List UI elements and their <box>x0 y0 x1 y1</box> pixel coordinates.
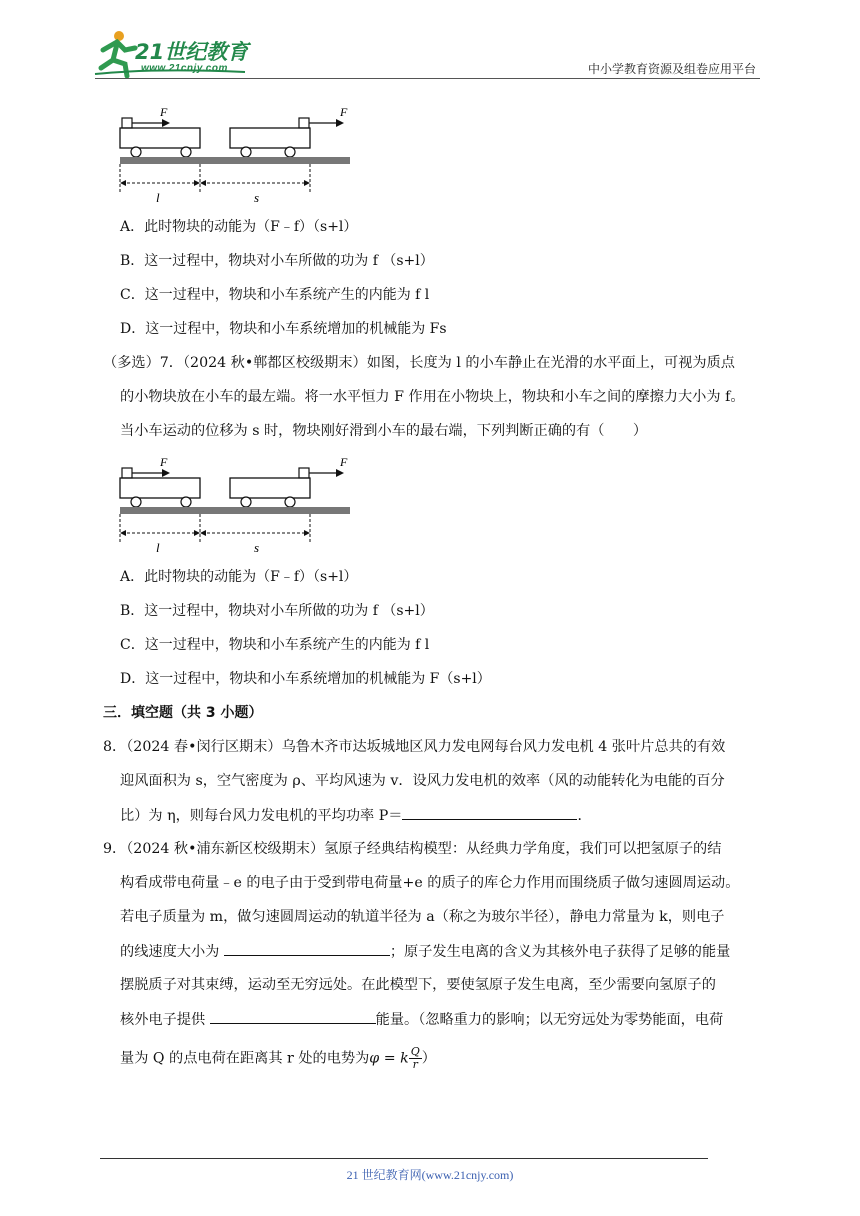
fraction-denominator: r <box>412 1058 418 1071</box>
q7-stem-line-2: 的小物块放在小车的最左端。将一水平恒力 F 作用在小物块上，物块和小车之间的摩擦力大小为 f。 <box>120 389 745 405</box>
q9-line-6-text: 核外电子提供 <box>120 1012 210 1028</box>
q8-line-1: 8．（2024 春•闵行区期末）乌鲁木齐市达坂城地区风力发电网每台风力发电机 4 张叶片总共的有效 <box>103 739 726 755</box>
svg-text:F: F <box>160 455 168 469</box>
svg-text:s: s <box>254 190 260 205</box>
svg-text:l: l <box>156 190 160 205</box>
q9-line-4-rest: ；原子发生电离的含义为其核外电子获得了足够的能量 <box>389 944 731 960</box>
cart-block-figure-q7 <box>118 450 354 555</box>
potential-fraction <box>409 1046 422 1071</box>
potential-formula: φ = k <box>369 1050 409 1067</box>
q6-option-a: A．此时物块的动能为（F﹣f）（s+l） <box>120 219 358 235</box>
q8-line-2: 迎风面积为 s，空气密度为 ρ、平均风速为 v．设风力发电机的效率（风的动能转化为电能的百分 <box>120 773 725 789</box>
q6-option-c: C．这一过程中，物块和小车系统产生的内能为 f l <box>120 287 430 303</box>
footer-divider <box>100 1158 708 1159</box>
svg-text:l: l <box>156 540 160 555</box>
svg-text:F: F <box>340 455 348 469</box>
svg-text:s: s <box>254 540 260 555</box>
header-tagline: 中小学教育资源及组卷应用平台 <box>587 62 756 76</box>
q6-option-d: D．这一过程中，物块和小车系统增加的机械能为 Fs <box>120 321 447 337</box>
q8-line-3-text: 比）为 η，则每台风力发电机的平均功率 P＝ <box>120 808 403 824</box>
q7-stem-line-3: 当小车运动的位移为 s 时，物块刚好滑到小车的最右端，下列判断正确的有（ ） <box>120 423 648 439</box>
brand-url: www.21cnjy.com <box>141 63 228 74</box>
q9-line-4-text: 的线速度大小为 <box>120 944 224 960</box>
svg-text:F: F <box>340 105 348 119</box>
q7-stem-line-1: （多选）7．（2024 秋•郸都区校级期末）如图，长度为 l 的小车静止在光滑的水平面上，可视为质点 <box>103 355 735 371</box>
fraction-numerator: Q <box>410 1045 420 1058</box>
footer-link[interactable]: 21 世纪教育网(www.21cnjy.com) <box>346 1168 514 1182</box>
page-header <box>95 0 760 80</box>
q6-option-b: B．这一过程中，物块对小车所做的功为 f （s+l） <box>120 253 434 269</box>
q9-energy-blank[interactable] <box>210 1009 376 1024</box>
q8-line-3-end: ． <box>577 808 592 824</box>
brand-name: 21世纪教育 <box>135 40 249 64</box>
q9-line-7-end: ） <box>421 1050 436 1067</box>
svg-text:F: F <box>160 105 168 119</box>
q9-line-6 <box>120 1009 780 1030</box>
q9-line-5: 摆脱质子对其束缚，运动至无穷远处。在此模型下，要使氢原子发生电离，至少需要向氢原子的 <box>120 977 716 993</box>
section-heading: 三．填空题（共 3 小题） <box>103 705 263 721</box>
cart-block-figure-q6 <box>118 100 354 205</box>
q8-line-3 <box>120 805 780 826</box>
q7-option-a: A．此时物块的动能为（F﹣f）（s+l） <box>120 569 358 585</box>
q9-line-7-text: 量为 Q 的点电荷在距离其 r 处的电势为 <box>120 1050 370 1067</box>
q9-line-1: 9．（2024 秋•浦东新区校级期末）氢原子经典结构模型：从经典力学角度，我们可以把氢原子的结 <box>103 841 722 857</box>
q9-line-7 <box>120 1046 780 1071</box>
q9-line-4 <box>120 941 780 962</box>
q9-velocity-blank[interactable] <box>224 941 390 956</box>
q7-option-d: D．这一过程中，物块和小车系统增加的机械能为 F（s+l） <box>120 671 491 687</box>
q7-option-b: B．这一过程中，物块对小车所做的功为 f （s+l） <box>120 603 434 619</box>
q9-line-2: 构看成带电荷量﹣e 的电子由于受到带电荷量+e 的质子的库仑力作用而围绕质子做匀速圆周运动。 <box>120 875 740 891</box>
header-divider <box>95 78 760 79</box>
q8-answer-blank[interactable] <box>402 805 577 820</box>
q7-option-c: C．这一过程中，物块和小车系统产生的内能为 f l <box>120 637 430 653</box>
q9-line-3: 若电子质量为 m，做匀速圆周运动的轨道半径为 a（称之为玻尔半径），静电力常量为 k，则电子 <box>120 909 725 925</box>
q9-line-6-rest: 能量。（忽略重力的影响；以无穷远处为零势能面，电荷 <box>375 1012 724 1028</box>
